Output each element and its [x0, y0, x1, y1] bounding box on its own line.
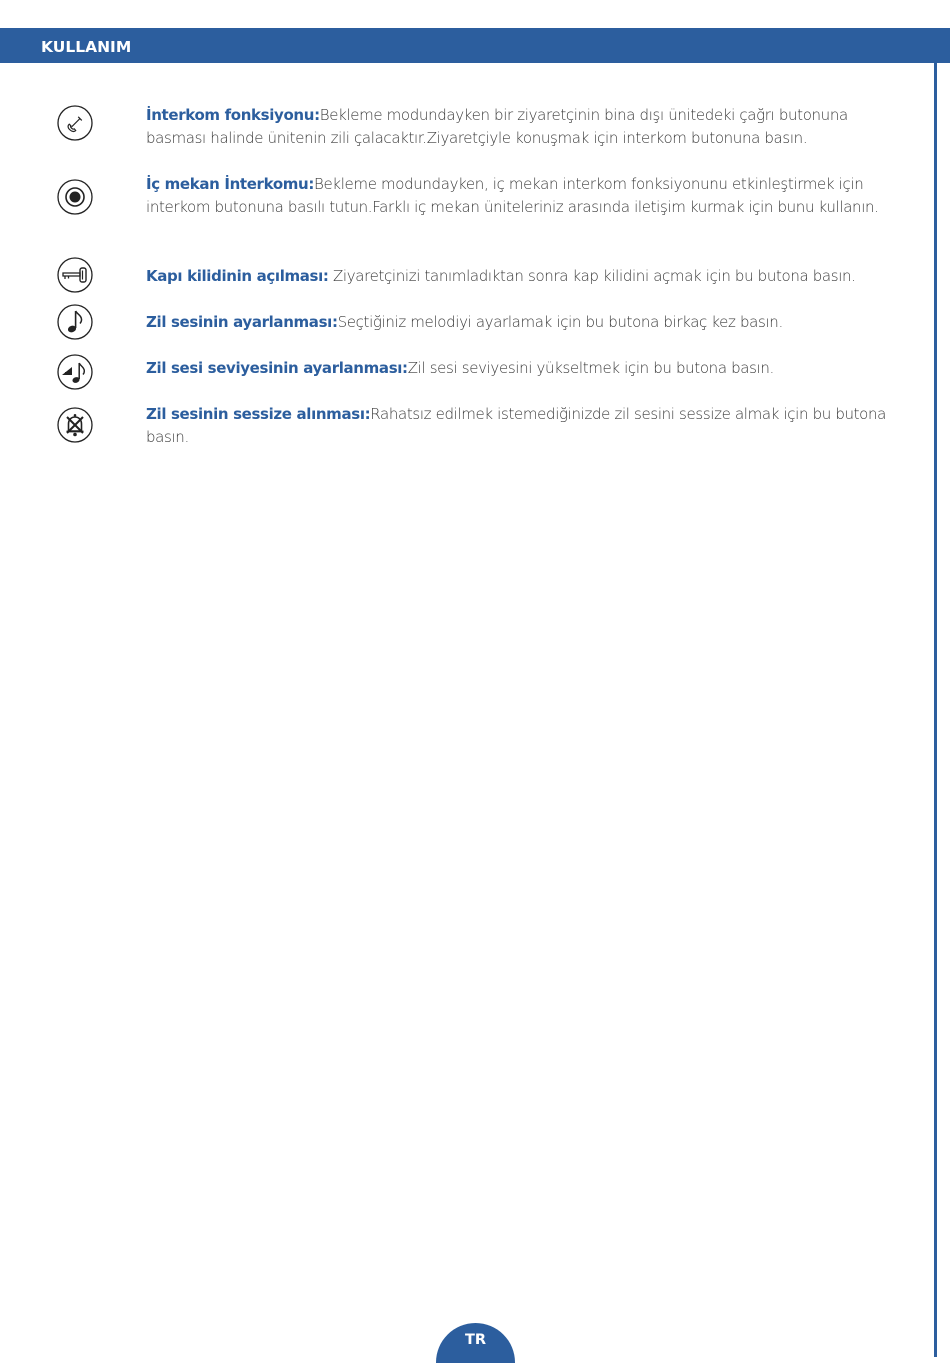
- feature-description: [146, 311, 891, 334]
- feature-term: İç mekan İnterkomu:: [146, 175, 315, 193]
- feature-text: Seçtiğiniz melodiyi ayarlamak için bu butona birkaç kez basın.: [337, 313, 783, 331]
- feature-term: İnterkom fonksiyonu:: [146, 106, 320, 124]
- page-language-label: TR: [464, 1332, 487, 1348]
- intercom-dot-icon: [56, 178, 94, 216]
- feature-text: Ziyaretçinizi tanımladıktan sonra kap kilidini açmak için bu butona basın.: [328, 267, 856, 285]
- feature-description: [146, 357, 891, 380]
- feature-term: Kapı kilidinin açılması:: [146, 267, 329, 285]
- feature-text: Bekleme modundayken bir ziyaretçinin bina dışı ünitedeki çağrı butonuna basması halinde ünitenin zili çalacaktır.Ziyaretçiyle konuşmak için interkom butonuna basın.: [146, 106, 848, 147]
- feature-term: Zil sesi seviyesinin ayarlanması:: [146, 359, 408, 377]
- music-note-icon: [56, 303, 94, 341]
- page-language-tab: [436, 1323, 515, 1363]
- bell-mute-icon: [56, 406, 94, 444]
- right-margin-rule: [934, 63, 937, 1357]
- handset-icon: [56, 104, 94, 142]
- feature-description: [146, 403, 891, 449]
- volume-note-icon: [56, 353, 94, 391]
- feature-term: Zil sesinin ayarlanması:: [146, 313, 338, 331]
- feature-description: [146, 173, 891, 219]
- key-icon: [56, 256, 94, 294]
- feature-text: Zil sesi seviyesini yükseltmek için bu butona basın.: [407, 359, 774, 377]
- feature-text: Bekleme modundayken, iç mekan interkom fonksiyonunu etkinleştirmek için interkom butonuna basılı tutun.Farklı iç mekan üniteleriniz arasında iletişim kurmak için bunu kullanın.: [146, 175, 879, 216]
- feature-text: Rahatsız edilmek istemediğinizde zil sesini sessize almak için bu butona basın.: [146, 405, 887, 446]
- feature-term: Zil sesinin sessize alınması:: [146, 405, 371, 423]
- header-bar: [0, 28, 950, 63]
- feature-description: [146, 104, 891, 150]
- page-title: KULLANIM: [41, 38, 132, 56]
- feature-description: [146, 265, 891, 288]
